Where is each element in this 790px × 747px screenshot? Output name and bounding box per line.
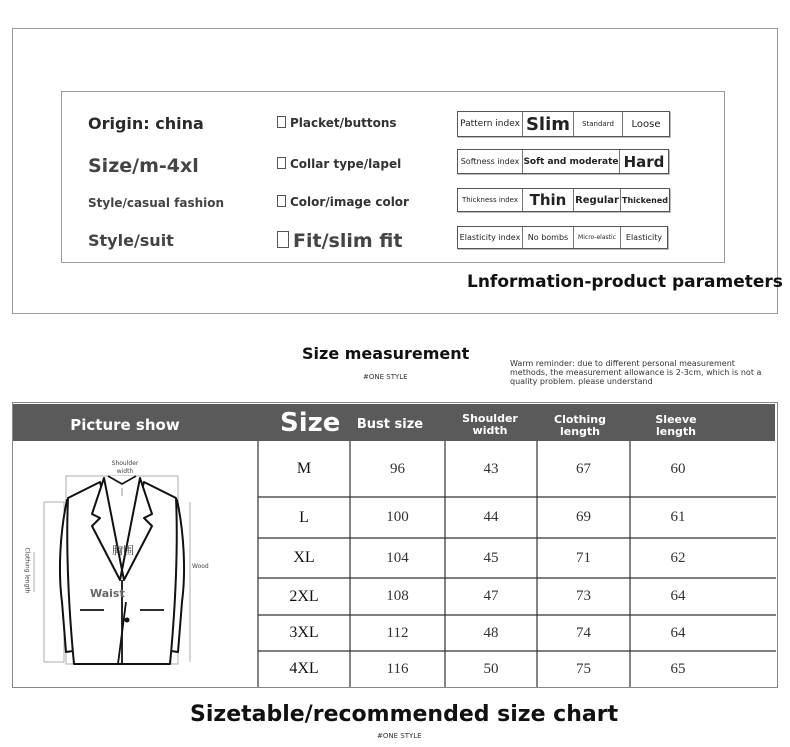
thickness-index-label: Thickness index — [458, 189, 523, 211]
elasticity-option-no-bombs: No bombs — [523, 227, 574, 248]
cell-sleeve: 64 — [670, 588, 686, 604]
header-clothing-length: Clothing length — [554, 413, 606, 438]
cell-bust: 116 — [386, 660, 409, 677]
size-range-label: Size/m-4xl — [88, 155, 199, 177]
cell-length: 74 — [576, 624, 591, 641]
color-text: Color/image color — [290, 195, 409, 209]
cell-bust: 96 — [390, 460, 405, 477]
cell-bust: 112 — [386, 624, 409, 641]
cell-sleeve: 61 — [670, 509, 686, 525]
cell-size: XL — [293, 549, 315, 566]
brand-tag: #ONE STYLE — [363, 373, 408, 381]
cell-sleeve: 64 — [670, 624, 686, 641]
waist-label: Waist — [90, 587, 125, 600]
pattern-option-slim: Slim — [523, 112, 574, 136]
pattern-option-loose: Loose — [631, 118, 661, 130]
softness-option-soft: Soft and moderate — [523, 150, 620, 173]
collar-text: Collar type/lapel — [290, 157, 402, 171]
clothing-length-label: Clothing length — [23, 547, 31, 594]
elasticity-option-elasticity: Elasticity — [625, 233, 663, 242]
brand-tag-footer: #ONE STYLE — [377, 732, 422, 740]
style-casual-label: Style/casual fashion — [88, 196, 225, 210]
cell-length: 73 — [576, 588, 591, 604]
elasticity-option-micro: Micro-elastic — [574, 227, 621, 248]
style-suit-label: Style/suit — [88, 231, 174, 250]
elasticity-index-label: Elasticity index — [458, 227, 523, 248]
cell-shoulder: 47 — [483, 588, 499, 604]
bust-label: 胸围 — [112, 544, 134, 557]
cell-size: 3XL — [289, 624, 319, 641]
parameters-caption: Lnformation-product parameters — [467, 272, 783, 292]
size-measurement-title: Size measurement — [302, 344, 470, 363]
header-bust-size: Bust size — [356, 417, 424, 432]
header-size: Size — [280, 408, 341, 438]
cell-size: M — [296, 460, 312, 477]
cell-sleeve: 60 — [670, 460, 686, 477]
shoulder-width-label: Shoulder width — [111, 460, 139, 475]
cell-size: 4XL — [289, 660, 319, 677]
thickness-option-regular: Regular — [574, 189, 621, 211]
cell-sleeve: 62 — [670, 549, 686, 566]
cell-length: 71 — [576, 549, 591, 566]
wood-label: Wood — [192, 563, 209, 570]
fit-text: Fit/slim fit — [293, 230, 403, 252]
header-picture-show: Picture show — [70, 416, 180, 434]
softness-option-hard: Hard — [623, 152, 665, 171]
jacket-illustration — [22, 452, 232, 674]
cell-length: 69 — [576, 509, 591, 525]
cell-shoulder: 48 — [483, 624, 499, 641]
placket-text: Placket/buttons — [290, 116, 397, 130]
header-sleeve-length: Sleeve length — [655, 413, 697, 438]
cell-shoulder: 44 — [483, 509, 499, 525]
cell-bust: 100 — [386, 509, 409, 525]
warm-reminder: Warm reminder: due to different personal measurement methods, the measurement allowance is 2-3cm, which is not a quality problem. please understand — [510, 359, 762, 386]
cell-shoulder: 50 — [483, 660, 499, 677]
cell-size: 2XL — [289, 587, 319, 605]
cell-length: 67 — [576, 460, 591, 477]
size-chart-title: Sizetable/recommended size chart — [190, 702, 619, 727]
cell-shoulder: 43 — [483, 460, 499, 477]
cell-length: 75 — [576, 660, 591, 677]
pattern-index-label: Pattern index — [458, 112, 523, 136]
cell-size: L — [299, 508, 309, 526]
cell-bust: 104 — [386, 549, 409, 566]
thickness-option-thin: Thin — [523, 189, 574, 211]
thickness-option-thickened: Thickened — [621, 195, 668, 205]
cell-sleeve: 65 — [670, 660, 686, 677]
header-shoulder-width: Shoulder width — [462, 412, 518, 437]
cell-bust: 108 — [386, 588, 409, 604]
origin-label: Origin: china — [88, 114, 204, 133]
softness-index-label: Softness index — [458, 150, 523, 173]
cell-shoulder: 45 — [483, 549, 499, 566]
pattern-option-standard: Standard — [574, 112, 623, 136]
